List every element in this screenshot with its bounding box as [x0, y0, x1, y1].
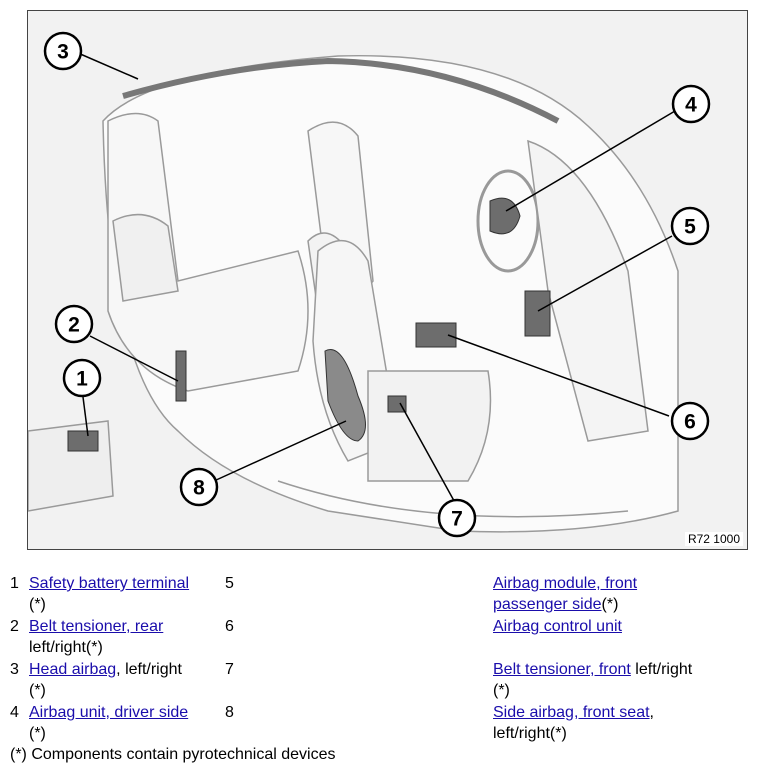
callout-8: 8 — [193, 476, 205, 500]
legend-num: 6 — [225, 618, 234, 635]
legend-suffix: , left/right — [116, 661, 182, 678]
legend-num: 4 — [10, 704, 19, 721]
figure-code: R72 1000 — [685, 532, 743, 546]
link-airbag-unit-driver-side[interactable]: Airbag unit, driver side — [29, 704, 189, 721]
legend-note: left/right(*) — [29, 638, 103, 656]
link-belt-tensioner-front[interactable]: Belt tensioner, front — [493, 661, 631, 678]
legend-num: 3 — [10, 661, 19, 678]
link-safety-battery-terminal[interactable]: Safety battery terminal — [29, 575, 190, 592]
legend-note: (*) — [29, 724, 46, 742]
legend-note: (*) — [29, 681, 46, 699]
callout-3: 3 — [57, 40, 69, 64]
legend-num: 8 — [225, 704, 234, 721]
legend-note: left/right(*) — [493, 724, 567, 742]
callout-4: 4 — [685, 93, 697, 117]
callout-2: 2 — [68, 313, 80, 337]
legend-suffix: , — [649, 704, 654, 721]
link-passenger-side[interactable]: passenger side — [493, 595, 602, 613]
legend-num: 2 — [10, 618, 19, 635]
callout-5: 5 — [684, 215, 696, 239]
link-head-airbag[interactable]: Head airbag — [29, 661, 117, 678]
legend-suffix: left/right — [630, 661, 693, 678]
link-airbag-module-front[interactable]: Airbag module, front — [493, 575, 638, 592]
link-airbag-control-unit[interactable]: Airbag control unit — [493, 618, 622, 635]
legend-num: 1 — [10, 575, 19, 592]
legend-num: 5 — [225, 575, 234, 592]
link-belt-tensioner-rear[interactable]: Belt tensioner, rear — [29, 618, 164, 635]
callout-7: 7 — [451, 507, 463, 531]
vehicle-illustration — [28, 11, 748, 550]
vehicle-diagram — [27, 10, 748, 550]
footnote: (*) Components contain pyrotechnical devices — [10, 746, 336, 763]
legend-note: (*) — [493, 681, 510, 699]
legend-note: (*) — [29, 595, 46, 613]
link-side-airbag-front-seat[interactable]: Side airbag, front seat — [493, 704, 650, 721]
legend-num: 7 — [225, 661, 234, 678]
callout-1: 1 — [76, 367, 88, 391]
legend-note: (*) — [601, 595, 619, 613]
callout-6: 6 — [684, 410, 696, 434]
